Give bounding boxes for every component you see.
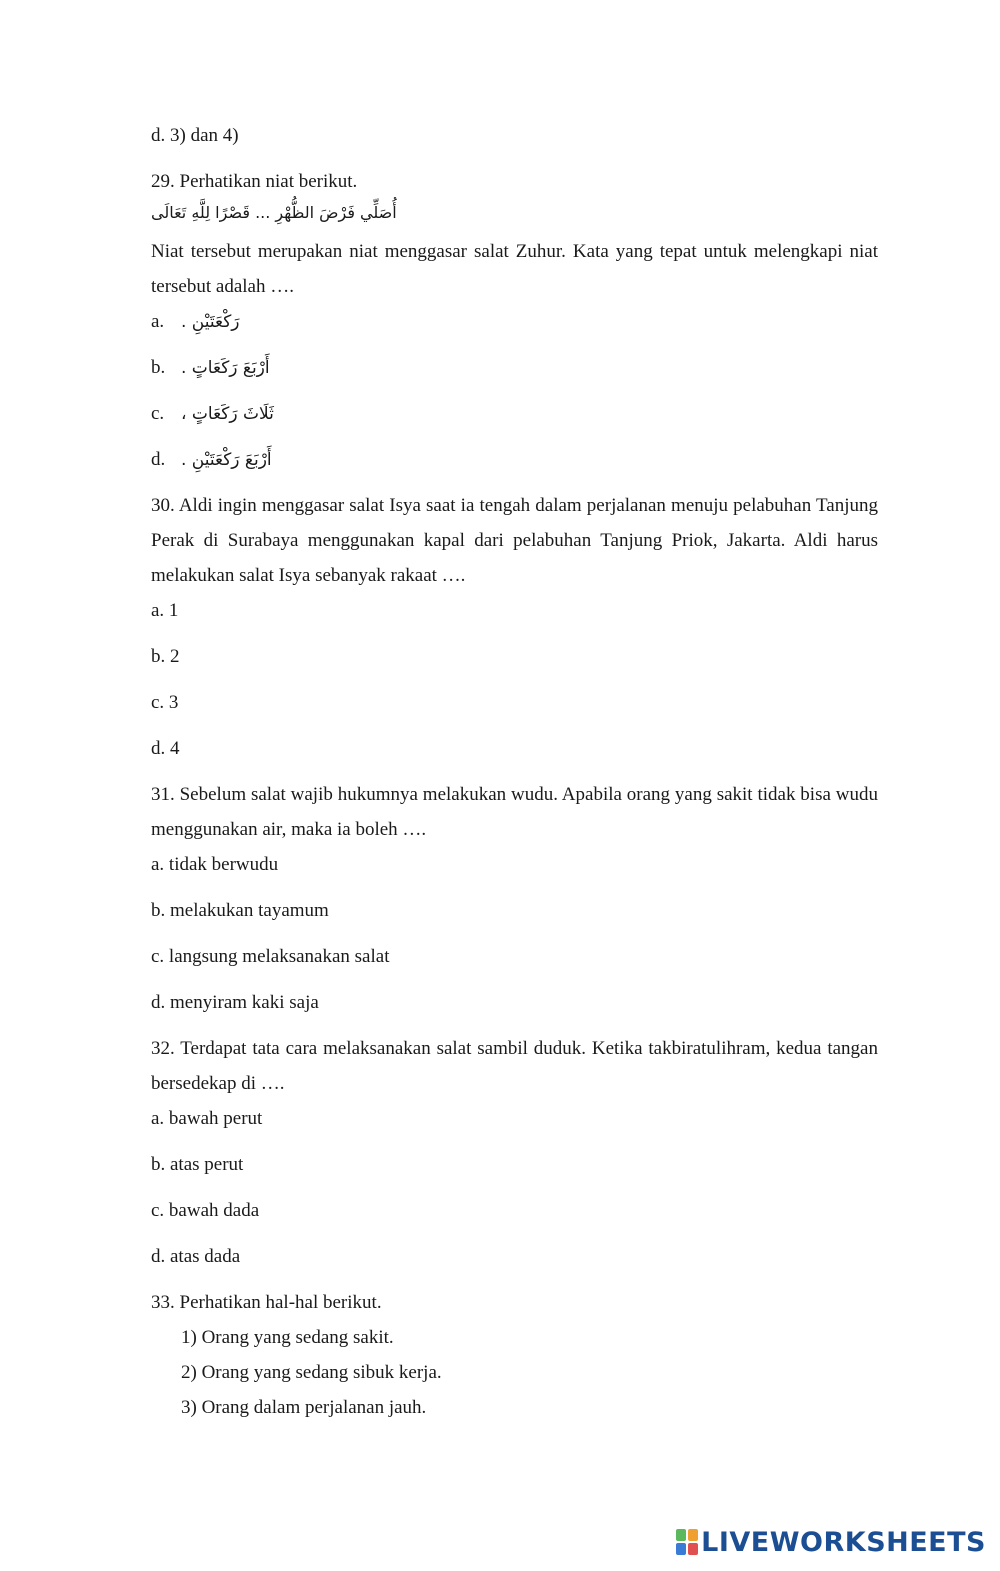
option-d[interactable]: d. menyiram kaki saja	[151, 992, 319, 1013]
option-c[interactable]	[151, 396, 878, 442]
question-30-title: 30. Aldi ingin menggasar salat Isya saat ia tengah dalam perjalanan menuju pelabuhan Tanjung Perak di Surabaya menggunakan kapal dari pelabuhan Tanjung Priok, Jakarta. Aldi harus melakukan salat Isya sebanyak rakaat ….	[151, 495, 878, 586]
list-item: 1) Orang yang sedang sakit.	[181, 1327, 394, 1348]
list-item: 2) Orang yang sedang sibuk kerja.	[181, 1362, 442, 1383]
logo-square-green	[676, 1529, 686, 1541]
option-b[interactable]: b. melakukan tayamum	[151, 900, 329, 921]
question-29	[151, 164, 878, 488]
question-31-title: 31. Sebelum salat wajib hukumnya melakukan wudu. Apabila orang yang sakit tidak bisa wudu menggunakan air, maka ia boleh ….	[151, 784, 878, 840]
liveworksheets-logo-text: LIVEWORKSHEETS	[701, 1526, 986, 1558]
previous-option-d: d. 3) dan 4)	[151, 125, 239, 146]
liveworksheets-logo-icon	[676, 1529, 698, 1555]
question-33-title: 33. Perhatikan hal-hal berikut.	[151, 1292, 382, 1313]
option-d[interactable]	[151, 442, 878, 488]
option-arabic-text: أَرْبَعَ رَكَعَاتٍ .	[181, 358, 270, 378]
option-a[interactable]	[151, 304, 878, 350]
option-arabic-text: رَكْعَتَيْنِ .	[181, 312, 240, 332]
question-29-title: 29. Perhatikan niat berikut.	[151, 171, 358, 192]
option-letter: c.	[151, 403, 165, 424]
option-letter: d.	[151, 449, 166, 470]
question-32	[151, 1031, 878, 1285]
question-29-options	[151, 304, 878, 488]
logo-square-orange	[688, 1529, 698, 1541]
option-letter: a.	[151, 311, 165, 332]
option-a[interactable]: a. bawah perut	[151, 1108, 263, 1129]
question-31-options	[151, 847, 878, 1031]
option-d[interactable]: d. atas dada	[151, 1246, 241, 1267]
logo-square-red	[688, 1543, 698, 1555]
option-b[interactable]: b. atas perut	[151, 1154, 244, 1175]
arabic-intention-text: أُصَلِّي فَرْضَ الظُّهْرِ ... قَصْرًا لِلَّهِ تَعَالَى	[151, 203, 397, 222]
list-item: 3) Orang dalam perjalanan jauh.	[181, 1397, 427, 1418]
question-30-options	[151, 593, 878, 777]
question-30	[151, 488, 878, 777]
liveworksheets-logo[interactable]	[676, 1525, 986, 1559]
question-29-arabic-intention	[151, 199, 878, 234]
option-b[interactable]: b. 2	[151, 646, 180, 667]
logo-square-blue	[676, 1543, 686, 1555]
option-c[interactable]: c. langsung melaksanakan salat	[151, 946, 390, 967]
option-arabic-text: ثَلَاثَ رَكَعَاتٍ ،	[181, 404, 274, 424]
option-a[interactable]: a. 1	[151, 600, 179, 621]
question-29-body: Niat tersebut merupakan niat menggasar salat Zuhur. Kata yang tepat untuk melengkapi niat tersebut adalah ….	[151, 241, 878, 297]
option-a[interactable]: a. tidak berwudu	[151, 854, 279, 875]
option-arabic-text: أَرْبَعَ رَكْعَتَيْنِ .	[181, 450, 272, 470]
question-33	[151, 1285, 878, 1425]
option-c[interactable]: c. 3	[151, 692, 179, 713]
option-d[interactable]: d. 4	[151, 738, 180, 759]
option-letter: b.	[151, 357, 166, 378]
question-33-list	[151, 1320, 878, 1425]
option-c[interactable]: c. bawah dada	[151, 1200, 260, 1221]
question-31	[151, 777, 878, 1031]
option-b[interactable]	[151, 350, 878, 396]
worksheet-page	[151, 118, 878, 1425]
question-32-title: 32. Terdapat tata cara melaksanakan salat sambil duduk. Ketika takbiratulihram, kedua tangan bersedekap di ….	[151, 1038, 878, 1094]
question-32-options	[151, 1101, 878, 1285]
